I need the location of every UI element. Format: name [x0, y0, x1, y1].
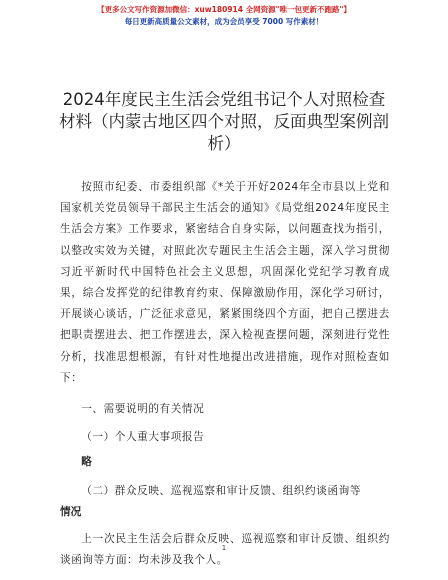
subsection-2-body: 上一次民主生活会后群众反映、巡视巡察和审计反馈、组织约谈函询等方面：均未涉及我个人。	[60, 533, 390, 567]
subsection-heading-1: （一）个人重大事项报告	[81, 431, 205, 444]
intro-paragraph: 按照市纪委、市委组织部《*关于开好2024年全市县以上党和国家机关党员领导干部民主生活会的通知》《局党组2024年度民主生活会方案》工作要求，紧密结合自身实际，以问题查找为指引，以整改实效为关键，对照此次专题民主生活会主题，深入学习贯彻习近平新时代中国特色社会主义思想，巩固深化党纪学习教育成果，综合发挥党的纪律教育约束、保障激励作用，深化学习研讨，开展谈心谈话，广泛征求意见，紧紧围绕四个方面，把自己摆进去把职责摆进去、把工作摆进去，深入检视查摆问题，深刻进行党性分析，找准思想根源，有针对性地提出改进措施，现作对照检查如下：	[60, 181, 390, 384]
document-body	[60, 177, 390, 571]
document-title: 2024年度民主生活会党组书记个人对照检查材料（内蒙古地区四个对照，反面典型案例剖析）	[59, 90, 389, 153]
promo-line-2: 每日更新高质量公文素材，成为会员享受 7000 写作素材！	[124, 17, 324, 26]
subsection-heading-2-cont: 情况	[60, 505, 82, 518]
promo-line-1: 【更多公文写作资源加微信：xuw180914 全网资源"唯一包更新不跑路"】	[97, 5, 351, 14]
subsection-heading-2: （二）群众反映、巡视巡察和审计反馈、组织约谈函询等	[81, 484, 362, 497]
subsection-1-body: 略	[81, 456, 92, 469]
section-heading-1: 一、需要说明的有关情况	[81, 403, 205, 416]
promo-banner	[0, 4, 448, 28]
page-number: 1	[221, 544, 227, 552]
